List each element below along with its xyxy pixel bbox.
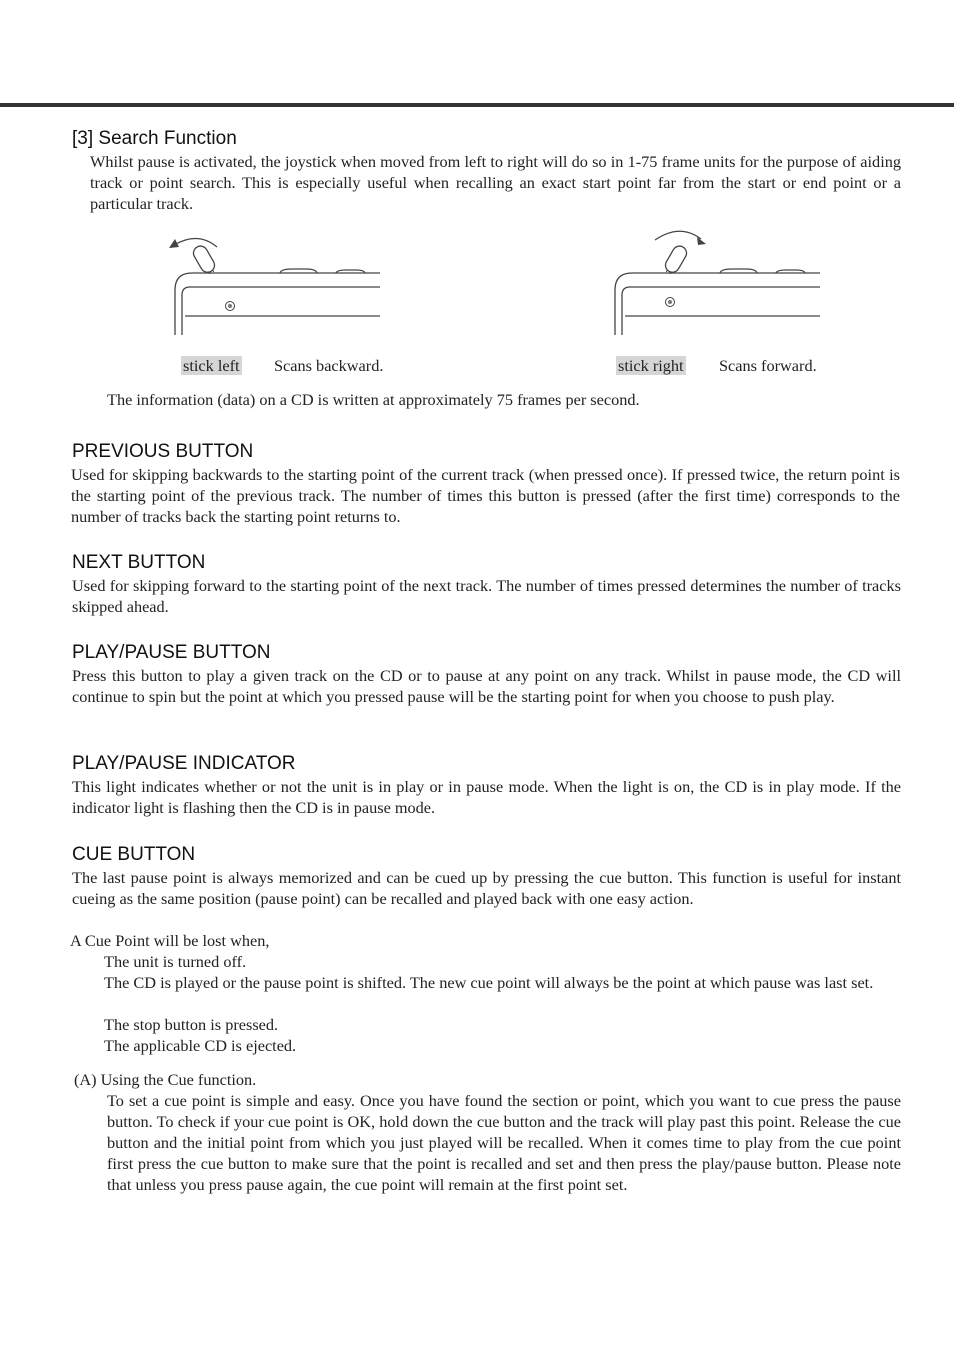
cue-lost-intro: A Cue Point will be lost when, xyxy=(70,931,270,950)
previous-button-text: Used for skipping backwards to the starting point of the current track (when pressed once). If pressed twice, the return point is the starting point of the previous track. The number of times this button is pressed (after the first time) corresponds to the number of tracks back the starting point returns to. xyxy=(71,465,900,526)
stick-right-diagram xyxy=(600,225,830,350)
stick-left-diagram xyxy=(160,225,390,350)
play-pause-indicator-text: This light indicates whether or not the unit is in play or in pause mode. When the light is on, the CD is in play mode. If the indicator light is flashing then the CD is in pause mode. xyxy=(72,777,901,817)
search-function-heading: [3] Search Function xyxy=(72,128,237,149)
play-pause-button-heading: PLAY/PAUSE BUTTON xyxy=(72,642,271,663)
previous-button-heading: PREVIOUS BUTTON xyxy=(72,441,254,462)
cue-lost-item-4: The applicable CD is ejected. xyxy=(104,1036,297,1055)
cue-lost-item-2: The CD is played or the pause point is shifted. The new cue point will always be the point at which pause was last set. xyxy=(104,973,874,992)
cue-button-heading: CUE BUTTON xyxy=(72,844,196,865)
header-rule xyxy=(0,103,954,107)
stick-left-description: Scans backward. xyxy=(274,356,384,375)
stick-right-label xyxy=(616,355,686,376)
frames-note: The information (data) on a CD is written at approximately 75 frames per second. xyxy=(107,390,640,409)
stick-left-label: stick left xyxy=(183,356,240,375)
stick-right-description: Scans forward. xyxy=(719,356,817,375)
cue-lost-item-3: The stop button is pressed. xyxy=(104,1015,279,1034)
next-button-heading: NEXT BUTTON xyxy=(72,552,206,573)
cue-button-text: The last pause point is always memorized and can be cued up by pressing the cue button. This function is useful for instant cueing as the same position (pause point) can be recalled and played back with one easy action. xyxy=(72,868,901,908)
using-cue-title: (A) Using the Cue function. xyxy=(74,1070,257,1089)
next-button-text: Used for skipping forward to the starting point of the next track. The number of times pressed determines the number of tracks skipped ahead. xyxy=(72,576,901,616)
play-pause-indicator-heading: PLAY/PAUSE INDICATOR xyxy=(72,753,296,774)
play-pause-button-text: Press this button to play a given track on the CD or to pause at any point on any track. Whilst in pause mode, the CD will continue to spin but the point at which you pressed pause will be the starting point for when you choose to push play. xyxy=(72,666,901,706)
stick-right-tag: stick right xyxy=(618,356,684,375)
cue-lost-item-1: The unit is turned off. xyxy=(104,952,247,971)
search-function-text: Whilst pause is activated, the joystick when moved from left to right will do so in 1-75 frame units for the purpose of aiding track or point search. This is especially useful when recalling an exact start point far from the start or end point or a particular track. xyxy=(90,152,901,213)
using-cue-text: To set a cue point is simple and easy. Once you have found the section or point, which you want to cue press the pause button. To check if your cue point is OK, hold down the cue button and the track will play past this point. Release the cue button and the initial point from which you just played will be recalled. When it comes time to play from the cue point first press the cue button to make sure that the point is recalled and set and then press the play/pause button. Please note that unless you press pause again, the cue point will remain at the first point set. xyxy=(107,1091,901,1194)
